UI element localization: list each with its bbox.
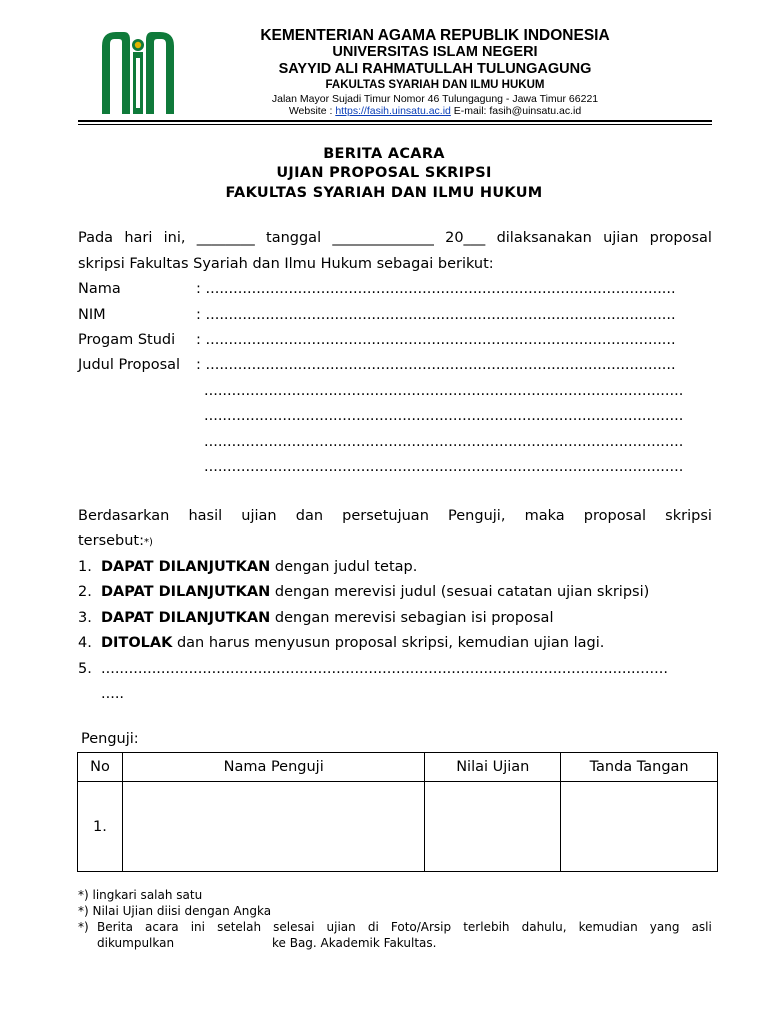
footnote-3-line2b: ke Bag. Akademik Fakultas. [272, 936, 437, 950]
proposal-line: ........................................................................................................ [204, 434, 684, 450]
option-number: 1. [78, 559, 92, 575]
option-3: DAPAT DILANJUTKAN dengan merevisi sebagian isi proposal [101, 610, 554, 626]
contact-line [190, 105, 680, 117]
penguji-table [77, 752, 718, 872]
column-header-nama-penguji: Nama Penguji [122, 753, 424, 782]
footnote-mark: *) [144, 537, 153, 548]
university-name-line1: UNIVERSITAS ISLAM NEGERI [332, 44, 538, 60]
cell-nama-penguji[interactable] [122, 782, 424, 872]
proposal-line: ........................................................................................................ [204, 408, 684, 424]
result-line2: tersebut:*) [78, 533, 153, 549]
field-label-program-studi: Progam Studi [78, 332, 176, 348]
doc-title-line3: FAKULTAS SYARIAH DAN ILMU HUKUM [225, 185, 543, 201]
footnote-3-line2a: dikumpulkan [97, 936, 175, 950]
cell-no: 1. [78, 782, 123, 872]
footnote-1: *) lingkari salah satu [78, 888, 203, 902]
result-line1: Berdasarkan hasil ujian dan persetujuan Penguji, maka proposal skripsi [78, 508, 712, 524]
option-number: 4. [78, 635, 92, 651]
cell-nilai-ujian[interactable] [425, 782, 561, 872]
doc-title-line1: BERITA ACARA [323, 146, 445, 162]
website-label: Website : [288, 105, 336, 117]
field-value-judul-proposal: : ...................................................................................................... [196, 357, 676, 373]
footnote-3: Berita acara ini setelah selesai ujian di Foto/Arsip terlebih dahulu, kemudian yang asli [97, 920, 712, 934]
column-header-no: No [78, 753, 123, 782]
option-number: 5. [78, 661, 92, 677]
column-header-nilai-ujian: Nilai Ujian [425, 753, 561, 782]
intro-line1: Pada hari ini, ________ tanggal ______________ 20___ dilaksanakan ujian proposal [78, 230, 712, 246]
proposal-line: ........................................................................................................ [204, 459, 684, 475]
footnote-2: *) Nilai Ujian diisi dengan Angka [78, 904, 272, 918]
address: Jalan Mayor Sujadi Timur Nomor 46 Tulungagung - Jawa Timur 66221 [271, 93, 599, 105]
proposal-line: ........................................................................................................ [204, 383, 684, 399]
university-logo [100, 28, 176, 114]
header-rule-thick [78, 120, 712, 122]
field-label-nim: NIM [78, 307, 106, 323]
doc-title-line2: UJIAN PROPOSAL SKRIPSI [276, 165, 492, 181]
footnote-3-mark: *) [78, 920, 89, 934]
faculty-name: FAKULTAS SYARIAH DAN ILMU HUKUM [325, 79, 545, 91]
option-4: DITOLAK dan harus menyusun proposal skripsi, kemudian ujian lagi. [101, 635, 605, 651]
field-value-nama: : ...................................................................................................... [196, 281, 676, 297]
header-rule-thin [78, 124, 712, 125]
option-1: DAPAT DILANJUTKAN dengan judul tetap. [101, 559, 418, 575]
field-value-nim: : ...................................................................................................... [196, 307, 676, 323]
field-label-nama: Nama [78, 281, 121, 297]
option-number: 3. [78, 610, 92, 626]
field-label-judul-proposal: Judul Proposal [78, 357, 181, 373]
table-header-row [78, 753, 718, 782]
cell-tanda-tangan[interactable] [561, 782, 718, 872]
option-number: 2. [78, 584, 92, 600]
table-row [78, 782, 718, 872]
option-5-continuation: ..... [101, 686, 125, 702]
university-name-line2: SAYYID ALI RAHMATULLAH TULUNGAGUNG [278, 61, 592, 77]
penguji-label: Penguji: [81, 731, 139, 747]
website-link[interactable]: https://fasih.uinsatu.ac.id [335, 105, 451, 117]
option-2: DAPAT DILANJUTKAN dengan merevisi judul (sesuai catatan ujian skripsi) [101, 584, 650, 600]
intro-line2: skripsi Fakultas Syariah dan Ilmu Hukum sebagai berikut: [78, 256, 494, 272]
option-5: ........................................................................................................................... [101, 661, 668, 677]
email: E-mail: fasih@uinsatu.ac.id [450, 105, 582, 117]
field-value-program-studi: : ...................................................................................................... [196, 332, 676, 348]
ministry-name: KEMENTERIAN AGAMA REPUBLIK INDONESIA [260, 27, 610, 44]
column-header-tanda-tangan: Tanda Tangan [561, 753, 718, 782]
